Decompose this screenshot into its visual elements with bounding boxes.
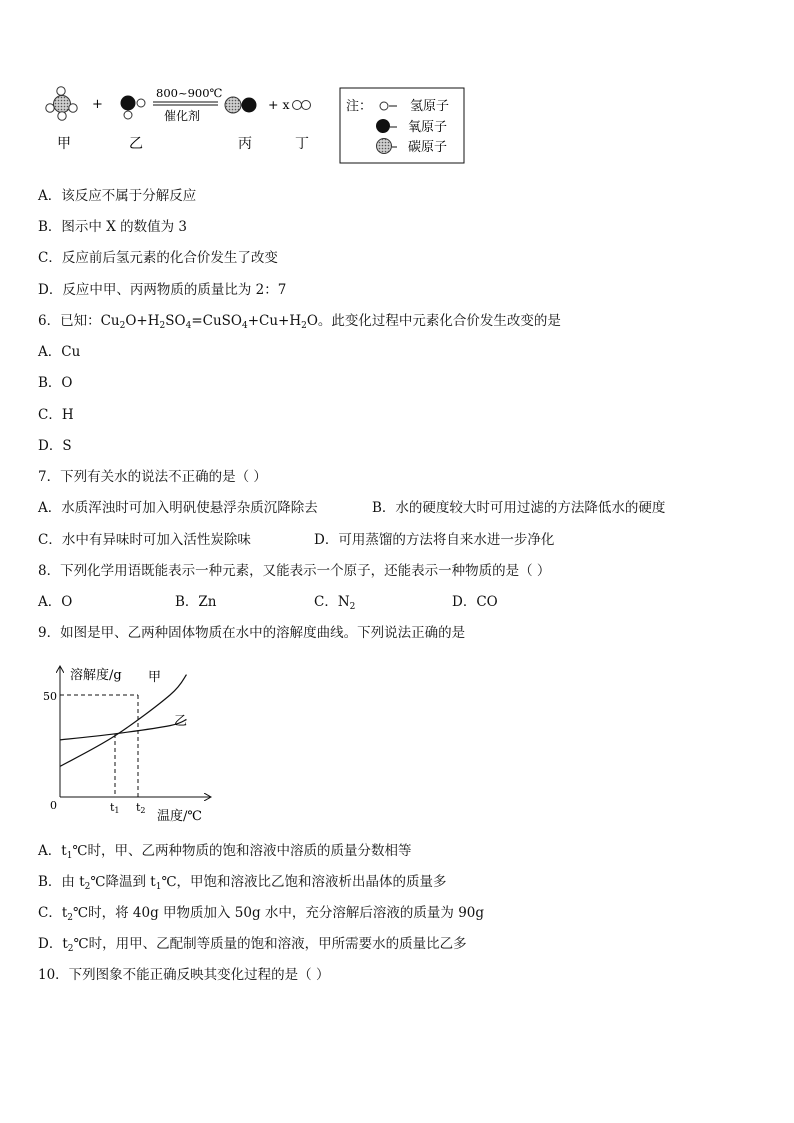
q9-option-b: B．由 $t_2℃$降温到 $t_1℃$，甲饱和溶液比乙饱和溶液析出晶体的质量多 xyxy=(38,874,447,892)
q5-option-a: A．该反应不属于分解反应 xyxy=(38,188,197,204)
label-jia: 甲 xyxy=(57,136,71,152)
q5-option-d: D．反应中甲、丙两物质的质量比为 2：7 xyxy=(38,282,287,298)
q6-option-c: C．H xyxy=(38,407,74,423)
molecule-yi xyxy=(121,96,146,120)
q6-option-b: B．O xyxy=(38,375,73,391)
legend-prefix: 注： xyxy=(346,99,373,114)
molecule-ding xyxy=(293,101,311,110)
series-label-jia: 甲 xyxy=(148,670,162,685)
q10-stem: 10．下列图象不能正确反映其变化过程的是（ ） xyxy=(38,967,330,983)
q9-option-c: C．$t_2℃$时，将 40g 甲物质加入 50g 水中，充分溶解后溶液的质量为 90g xyxy=(38,905,485,923)
q5-option-b: B．图示中 X 的数值为 3 xyxy=(38,219,187,235)
condition-bottom: 催化剂 xyxy=(164,109,201,123)
q6-option-a: A．Cu xyxy=(38,344,81,360)
solubility-chart xyxy=(0,655,794,830)
reaction-diagram xyxy=(0,0,794,175)
y-tick-50: 50 xyxy=(43,690,57,703)
q7-option-d: D．可用蒸馏的方法将自来水进一步净化 xyxy=(314,532,555,548)
legend-box xyxy=(340,88,464,163)
q8-option-b: B．Zn xyxy=(175,594,217,610)
molecule-bing xyxy=(225,97,257,113)
q6-option-d: D．S xyxy=(38,438,72,454)
x-axis-label: 温度/℃ xyxy=(157,809,202,824)
q9-option-d: D．$t_2℃$时，用甲、乙配制等质量的饱和溶液，甲所需要水的质量比乙多 xyxy=(38,936,467,954)
q9-stem: 9．如图是甲、乙两种固体物质在水中的溶解度曲线。下列说法正确的是 xyxy=(38,625,466,641)
q7-option-a: A．水质浑浊时可加入明矾使悬浮杂质沉降除去 xyxy=(38,500,318,516)
legend-oxygen: 氧原子 xyxy=(408,120,448,135)
q8-option-a: A．O xyxy=(38,594,73,610)
q6-stem: 6．已知：$Cu_2O+H_2SO_4=CuSO_4+Cu+H_2O$。此变化过程中元素化合价发生改变的是 xyxy=(38,313,561,331)
x-tick-t1: t1 xyxy=(110,801,120,815)
origin-label: 0 xyxy=(50,799,57,812)
legend-hydrogen: 氢原子 xyxy=(410,99,450,114)
series-line-jia xyxy=(60,675,187,767)
label-ding: 丁 xyxy=(295,136,309,152)
y-axis-label: 溶解度/g xyxy=(70,668,122,683)
q8-option-d: D．CO xyxy=(452,594,498,610)
q5-option-c: C．反应前后氢元素的化合价发生了改变 xyxy=(38,250,278,266)
carbon-atom-icon xyxy=(377,139,392,154)
molecule-jia xyxy=(46,87,77,120)
q7-stem: 7．下列有关水的说法不正确的是（ ） xyxy=(38,469,267,485)
q9-option-a: A．$t_1℃$时，甲、乙两种物质的饱和溶液中溶质的质量分数相等 xyxy=(38,843,412,861)
q8-option-c: C．$N_2$ xyxy=(314,594,356,612)
q8-stem: 8．下列化学用语既能表示一种元素，又能表示一个原子，还能表示一种物质的是（ ） xyxy=(38,563,551,579)
series-label-yi: 乙 xyxy=(174,714,188,729)
q7-option-b: B．水的硬度较大时可用过滤的方法降低水的硬度 xyxy=(372,500,666,516)
plus-sign-1: + xyxy=(92,97,103,112)
x-tick-t2: t2 xyxy=(136,801,146,815)
hydrogen-atom-icon xyxy=(380,102,388,110)
condition-top: 800~900℃ xyxy=(156,86,223,100)
plus-x: + x xyxy=(268,97,290,112)
label-yi: 乙 xyxy=(129,136,143,152)
q7-option-c: C．水中有异味时可加入活性炭除味 xyxy=(38,532,251,548)
oxygen-atom-icon xyxy=(376,119,390,133)
label-bing: 丙 xyxy=(238,136,252,152)
legend-carbon: 碳原子 xyxy=(408,140,448,155)
